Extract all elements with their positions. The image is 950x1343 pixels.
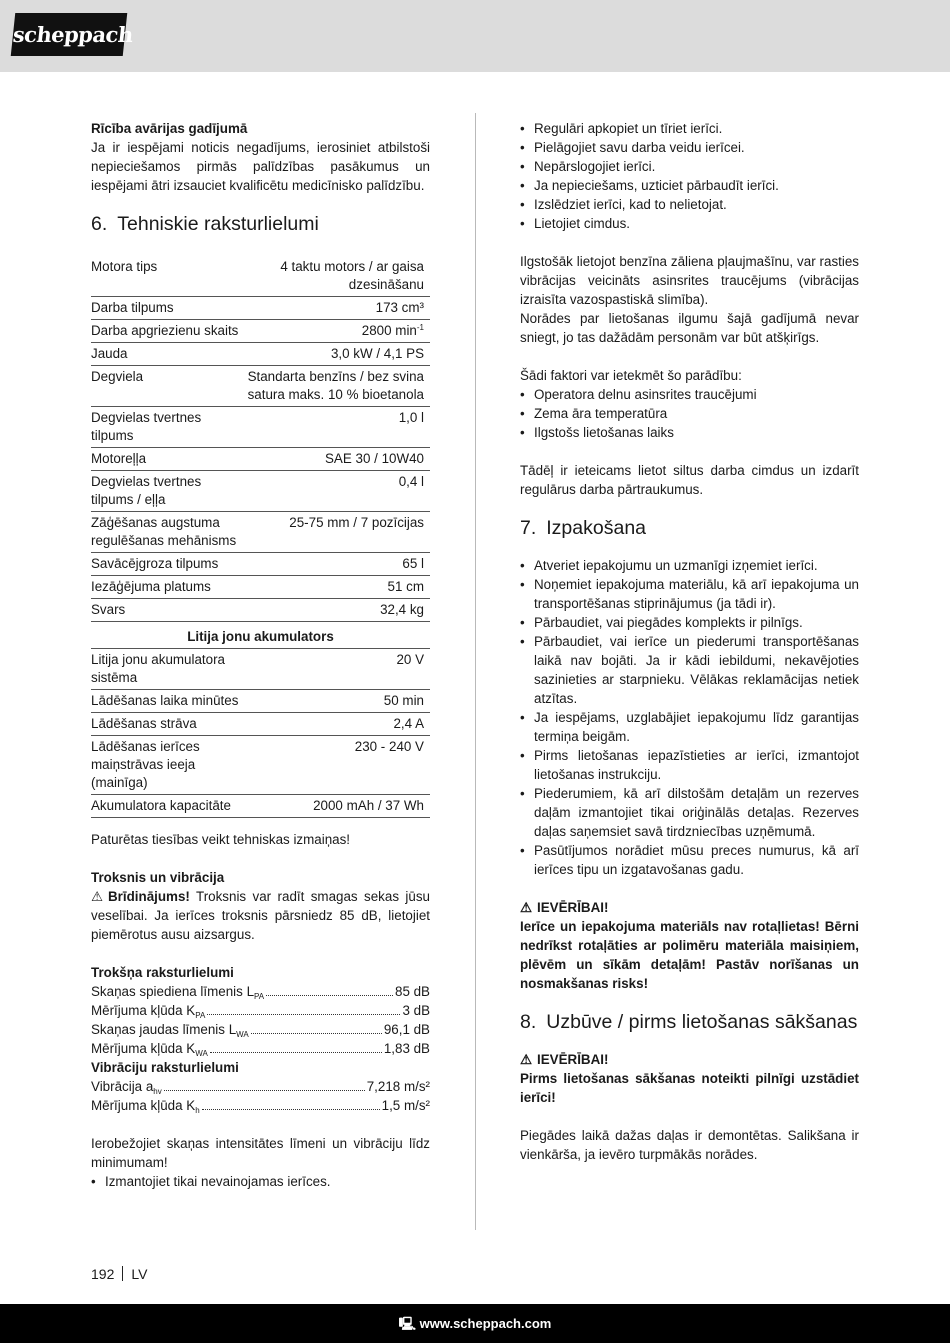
spec-value	[244, 553, 430, 576]
spec-row	[91, 512, 430, 553]
measurement-label-text: Skaņas spiediena līmenis L	[91, 984, 255, 999]
measurement-label-text: Skaņas jaudas līmenis L	[91, 1022, 237, 1037]
spec-label: Savācējgroza tilpums	[91, 553, 244, 576]
spec-value-text: 230 - 240 V	[354, 739, 424, 754]
vibration-values-heading: Vibrāciju raksturlielumi	[91, 1060, 239, 1075]
list-item: • Pielāgojiet savu darba veidu ierīcei.	[520, 138, 859, 157]
spec-value	[244, 736, 430, 795]
vibration-paragraph-1: Ilgstošāk lietojot benzīna zāliena pļaujmašīnu, var rasties vibrācijas veicināts asinsrites traucējums (vibrācijas izraisīta vazospastiskā slimība).	[520, 254, 859, 307]
vibration-values-list	[91, 1077, 430, 1115]
spec-row	[91, 553, 430, 576]
spec-value-superscript: -1	[416, 323, 424, 332]
measurement-row	[91, 1096, 430, 1115]
website-link[interactable]: www.scheppach.com	[419, 1316, 552, 1331]
spec-row	[91, 713, 430, 736]
section-title: Tehniskie raksturlielumi	[117, 213, 319, 235]
spec-label: Degviela	[91, 366, 244, 407]
list-item: • Ja nepieciešams, uzticiet pārbaudīt ierīci.	[520, 176, 859, 195]
list-item: • Piederumiem, kā arī dilstošām detaļām un rezerves daļām izmantojiet tikai oriģinālās detaļas. Rezerves daļas saņemsiet savā tirdzniecības uzņēmumā.	[520, 784, 859, 841]
section-number: 6.	[91, 213, 108, 235]
warning-triangle-icon: ⚠	[91, 889, 104, 904]
noise-values-heading: Trokšņa raksturlielumi	[91, 965, 234, 980]
dot-leader	[164, 1090, 365, 1091]
section-title: Uzbūve / pirms lietošanas sākšanas	[546, 1011, 858, 1033]
spec-row	[91, 256, 430, 297]
spec-row	[91, 649, 430, 690]
list-item: • Ja iespējams, uzglabājiet iepakojumu līdz garantijas termiņa beigām.	[520, 708, 859, 746]
spec-value-text: 25-75 mm / 7 pozīcijas	[289, 515, 424, 530]
measurement-value: 3 dB	[402, 1003, 430, 1018]
spec-row	[91, 599, 430, 622]
section-number: 7.	[520, 517, 537, 539]
brand-logo: scheppach	[11, 13, 128, 56]
spec-value	[244, 297, 430, 320]
list-item: • Nepārslogojiet ierīci.	[520, 157, 859, 176]
spec-value-text: 2,4 A	[393, 716, 424, 731]
list-item: • Regulāri apkopiet un tīriet ierīci.	[520, 119, 859, 138]
list-item: • Operatora delnu asinsrites traucējumi	[520, 385, 859, 404]
measurement-label	[91, 982, 264, 1001]
measurement-value: 1,5 m/s²	[381, 1098, 430, 1113]
warning-triangle-icon: ⚠	[520, 900, 533, 915]
measurement-row	[91, 982, 430, 1001]
measurement-row	[91, 1039, 430, 1058]
spec-value	[244, 795, 430, 818]
spec-value-text: 4 taktu motors / ar gaisa dzesināšanu	[280, 259, 424, 292]
column-divider	[475, 113, 476, 1230]
emergency-text: Ja ir iespējami noticis negadījums, ierosiniet atbilstoši nepieciešamos pirmās palīdzības pasākumus un iespējami ātri izsauciet kvalificētu medicīnisko palīdzību.	[91, 140, 430, 193]
section-7-heading	[520, 516, 859, 540]
spec-label: Akumulatora kapacitāte	[91, 795, 244, 818]
spec-row	[91, 407, 430, 448]
attention-2-text: Pirms lietošanas sākšanas noteikti pilnīgi uzstādiet ierīci!	[520, 1071, 859, 1105]
measurement-label-text: Vibrācija a	[91, 1079, 154, 1094]
measurement-subscript: hv	[153, 1087, 162, 1096]
spec-value	[244, 471, 430, 512]
measurement-subscript: PA	[254, 992, 265, 1001]
spec-label: Darba apgriezienu skaits	[91, 320, 244, 343]
measurement-value: 85 dB	[395, 984, 430, 999]
spec-value-text: 32,4 kg	[380, 602, 424, 617]
page-separator	[122, 1266, 123, 1281]
measurement-label	[91, 1039, 208, 1058]
measurement-label	[91, 1001, 205, 1020]
spec-value-text: 65 l	[402, 556, 424, 571]
measurement-label-text: Mērījuma kļūda K	[91, 1003, 196, 1018]
spec-value	[244, 366, 430, 407]
spec-label: Lādēšanas strāva	[91, 713, 244, 736]
spec-value	[244, 256, 430, 297]
list-item: • Noņemiet iepakojuma materiālu, kā arī iepakojuma un transportēšanas stiprinājumus (ja tādi ir).	[520, 575, 859, 613]
measurement-label	[91, 1077, 162, 1096]
spec-value-text: 2000 mAh / 37 Wh	[313, 798, 424, 813]
measurement-value: 7,218 m/s²	[366, 1079, 430, 1094]
list-item: • Pirms lietošanas iepazīstieties ar ierīci, izmantojot lietošanas instrukciju.	[520, 746, 859, 784]
unpacking-bullets	[520, 556, 859, 879]
spec-value	[244, 343, 430, 366]
measurement-label	[91, 1020, 249, 1039]
factors-intro: Šādi faktori var ietekmēt šo parādību:	[520, 368, 742, 383]
spec-row	[91, 448, 430, 471]
factors-bullets	[520, 385, 859, 442]
attention-label: IEVĒRĪBAI!	[537, 900, 609, 915]
measurement-subscript: h	[195, 1106, 200, 1115]
noise-heading: Troksnis un vibrācija	[91, 870, 225, 885]
vibration-paragraph-2: Norādes par lietošanas ilgumu šajā gadījumā nevar sniegt, jo tas dažādām personām var būt atšķirīgs.	[520, 311, 859, 345]
spec-value-text: 20 V	[396, 652, 424, 667]
emergency-heading: Rīcība avārijas gadījumā	[91, 121, 248, 136]
spec-value-text: 0,4 l	[398, 474, 424, 489]
left-column	[91, 119, 430, 1191]
page-number-block	[91, 1265, 147, 1284]
list-item: • Ilgstošs lietošanas laiks	[520, 423, 859, 442]
spec-value	[244, 713, 430, 736]
spec-row	[91, 576, 430, 599]
list-item: • Izslēdziet ierīci, kad to nelietojat.	[520, 195, 859, 214]
spec-row	[91, 690, 430, 713]
measurement-value: 96,1 dB	[383, 1022, 430, 1037]
spec-label: Jauda	[91, 343, 244, 366]
spec-value	[244, 690, 430, 713]
dot-leader	[266, 995, 393, 996]
spec-value-text: 1,0 l	[398, 410, 424, 425]
spec-value-text: 50 min	[383, 693, 424, 708]
spec-subheading-row	[91, 622, 430, 649]
spec-value-text: SAE 30 / 10W40	[325, 451, 424, 466]
spec-label: Degvielas tvertnes tilpums / eļļa	[91, 471, 244, 512]
list-item: • Atveriet iepakojumu un uzmanīgi izņemiet ierīci.	[520, 556, 859, 575]
spec-table	[91, 256, 430, 818]
list-item: • Lietojiet cimdus.	[520, 214, 859, 233]
gloves-text: Tādēļ ir ieteicams lietot siltus darba cimdus un izdarīt regulārus darba pārtraukumus.	[520, 463, 859, 497]
noise-warning-label: Brīdinājums!	[108, 889, 190, 904]
measurement-subscript: WA	[236, 1030, 249, 1039]
spec-value	[244, 448, 430, 471]
dot-leader	[207, 1014, 400, 1015]
list-item: • Pārbaudiet, vai ierīce un piederumi transportēšanas laikā nav bojāti. Ja ir kādi iebildumi, nekavējoties sazinieties ar starpnieku. Vēlākas reklamācijas netiek atzītas.	[520, 632, 859, 708]
maintenance-bullets	[520, 119, 859, 233]
list-item: • Pārbaudiet, vai piegādes komplekts ir pilnīgs.	[520, 613, 859, 632]
spec-label: Svars	[91, 599, 244, 622]
spec-row	[91, 320, 430, 343]
measurement-row	[91, 1020, 430, 1039]
attention-label: IEVĒRĪBAI!	[537, 1052, 609, 1067]
spec-value-text: 2800 min	[361, 323, 417, 338]
spec-value	[244, 649, 430, 690]
limit-bullets	[91, 1172, 430, 1191]
dot-leader	[202, 1109, 380, 1110]
noise-warning	[91, 887, 430, 944]
dot-leader	[210, 1052, 382, 1053]
spec-value-text: 173 cm³	[375, 300, 424, 315]
spec-row	[91, 795, 430, 818]
monitor-icon: 🖳	[398, 1316, 416, 1331]
section-6-heading	[91, 212, 430, 236]
spec-row	[91, 471, 430, 512]
section-number: 8.	[520, 1011, 537, 1033]
page-footer	[0, 1304, 950, 1343]
spec-value	[244, 407, 430, 448]
dot-leader	[251, 1033, 382, 1034]
warning-triangle-icon: ⚠	[520, 1052, 533, 1067]
assembly-text: Piegādes laikā dažas daļas ir demontētas. Salikšana ir vienkārša, ja ievēro turpmākās norādes.	[520, 1128, 859, 1162]
measurement-subscript: WA	[195, 1049, 208, 1058]
spec-value-text: 3,0 kW / 4,1 PS	[330, 346, 424, 361]
measurement-label-text: Mērījuma kļūda K	[91, 1041, 196, 1056]
list-item: • Zema āra temperatūra	[520, 404, 859, 423]
spec-row	[91, 343, 430, 366]
spec-label: Lādēšanas ierīces maiņstrāvas ieeja (mainīga)	[91, 736, 244, 795]
section-8-heading	[520, 1010, 859, 1034]
measurement-subscript: PA	[195, 1011, 206, 1020]
spec-label: Motora tips	[91, 256, 244, 297]
spec-value-text: 51 cm	[387, 579, 424, 594]
page-language: LV	[131, 1266, 148, 1282]
spec-row	[91, 297, 430, 320]
list-item: • Pasūtījumos norādiet mūsu preces numurus, kā arī ierīces tipu un izgatavošanas gadu.	[520, 841, 859, 879]
noise-warning-text: Troksnis var radīt smagas sekas jūsu veselībai. Ja ierīces troksnis pārsniedz 85 dB, lietojiet piemērotus ausu aizsargus.	[91, 889, 430, 942]
list-item: • Izmantojiet tikai nevainojamas ierīces.	[91, 1172, 430, 1191]
spec-label: Darba tilpums	[91, 297, 244, 320]
spec-value	[244, 320, 430, 343]
limit-text: Ierobežojiet skaņas intensitātes līmeni un vibrāciju līdz minimumam!	[91, 1136, 430, 1170]
section-title: Izpakošana	[546, 517, 647, 539]
spec-value	[244, 512, 430, 553]
measurement-label-text: Mērījuma kļūda K	[91, 1098, 196, 1113]
spec-label: Motoreļļa	[91, 448, 244, 471]
spec-label: Zāģēšanas augstuma regulēšanas mehānisms	[91, 512, 244, 553]
attention-2-heading	[520, 1050, 859, 1069]
spec-label: Iezāģējuma platums	[91, 576, 244, 599]
spec-value	[244, 576, 430, 599]
measurement-row	[91, 1077, 430, 1096]
page-number: 192	[91, 1266, 115, 1282]
right-column	[520, 119, 859, 1164]
measurement-label	[91, 1096, 200, 1115]
attention-1-heading	[520, 898, 859, 917]
spec-value-text: Standarta benzīns / bez svina satura maks. 10 % bioetanola	[247, 369, 424, 402]
spec-label: Lādēšanas laika minūtes	[91, 690, 244, 713]
attention-1-text: Ierīce un iepakojuma materiāls nav rotaļlietas! Bērni nedrīkst rotaļāties ar polimēru materiāla maisiņiem, plēvēm un sīkām detaļām! Pastāv norīšanas un nosmakšanas risks!	[520, 919, 859, 991]
measurement-value: 1,83 dB	[383, 1041, 430, 1056]
spec-label: Degvielas tvertnes tilpums	[91, 407, 244, 448]
spec-row	[91, 366, 430, 407]
battery-heading: Litija jonu akumulators	[91, 622, 430, 649]
measurement-row	[91, 1001, 430, 1020]
page-header	[0, 0, 950, 72]
spec-label: Litija jonu akumulatora sistēma	[91, 649, 244, 690]
noise-values-list	[91, 982, 430, 1058]
spec-value	[244, 599, 430, 622]
spec-row	[91, 736, 430, 795]
reserved-note: Paturētas tiesības veikt tehniskas izmaiņas!	[91, 832, 351, 847]
